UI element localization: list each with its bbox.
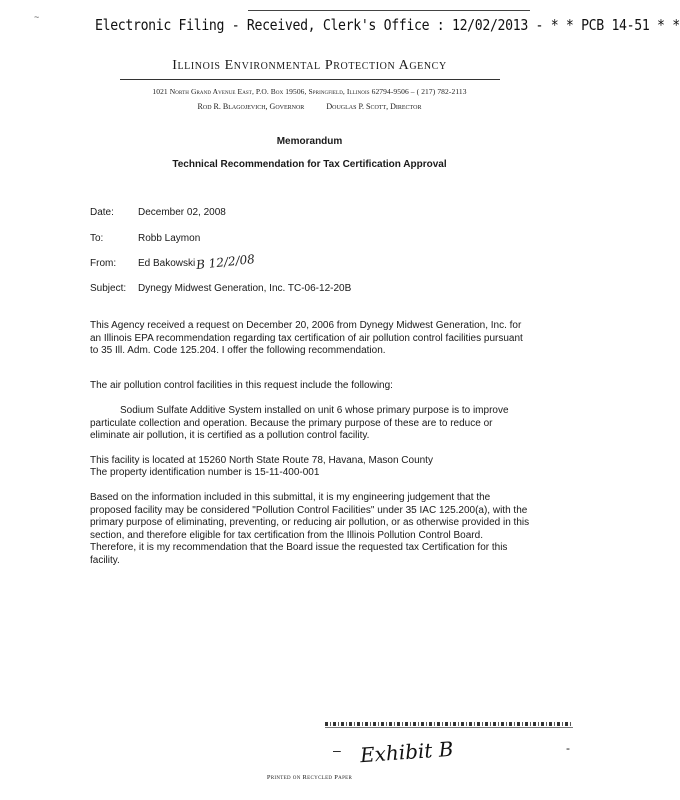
exhibit-label: Exhibit B: [359, 736, 455, 768]
body-paragraph-recommendation: Based on the information included in this submittal, it is my engineering judgement that the proposed facility may be considered "Pollution Control Facilities" under 35 IAC 125.200(a), with the primary purpose of eliminating, preventing, or reducing air pollution, or as otherwise provided in this section, and therefore eligible for tax certification from the Illinois Pollution Control Board. Therefore, it is my recommendation that the Board issue the requested tax Certification for this facility.: [90, 492, 530, 566]
top-border-line: [248, 10, 530, 11]
agency-address: 1021 North Grand Avenue East, P.O. Box 19506, Springfield, Illinois 62794-9506 – ( 217) 782-2113: [152, 87, 467, 96]
scan-noise-line: [325, 727, 573, 728]
from-label: From:: [90, 258, 117, 269]
filing-stamp: Electronic Filing - Received, Clerk's Office : 12/02/2013 - * * PCB 14-51 * *: [95, 16, 680, 34]
subject-label: Subject:: [90, 283, 127, 294]
agency-officials: [0, 102, 619, 111]
exhibit-dash-right: -: [566, 741, 570, 755]
subject-value: Dynegy Midwest Generation, Inc. TC-06-12-20B: [138, 283, 352, 294]
letterhead-rule: [120, 79, 500, 80]
memo-subtitle: Technical Recommendation for Tax Certification Approval: [172, 159, 447, 170]
handwritten-initials: B 12/2/08: [195, 251, 256, 273]
scan-noise-strip: [325, 722, 573, 726]
body-paragraph-facilities-intro: The air pollution control facilities in this request include the following:: [90, 380, 393, 391]
governor-name: Rod R. Blagojevich, Governor: [197, 102, 305, 111]
date-label: Date:: [90, 207, 114, 218]
date-value: December 02, 2008: [138, 207, 226, 218]
agency-name: Illinois Environmental Protection Agency: [172, 58, 447, 73]
exhibit-dash-left: –: [333, 742, 341, 758]
corner-mark: ~: [34, 12, 40, 22]
body-location-line: This facility is located at 15260 North State Route 78, Havana, Mason County: [90, 455, 433, 466]
body-property-id-line: The property identification number is 15-11-400-001: [90, 467, 320, 478]
body-paragraph-request: This Agency received a request on December 20, 2006 from Dynegy Midwest Generation, Inc. for an Illinois EPA recommendation regarding tax certification of air pollution control facilities pursuant to 35 Ill. Adm. Code 125.204. I offer the following recommendation.: [90, 320, 523, 356]
footer-recycled-paper: Printed on Recycled Paper: [266, 774, 353, 781]
to-label: To:: [90, 233, 104, 244]
body-paragraph-facility-description: Sodium Sulfate Additive System installed on unit 6 whose primary purpose is to improve particulate collection and operation. Because the primary purpose of these are to reduce or eliminate air pollution, it is certified as a pollution control facility.: [90, 405, 509, 441]
to-value: Robb Laymon: [138, 233, 201, 244]
memo-title: Memorandum: [276, 136, 343, 147]
director-name: Douglas P. Scott, Director: [326, 102, 422, 111]
from-value: Ed Bakowski: [138, 258, 196, 269]
